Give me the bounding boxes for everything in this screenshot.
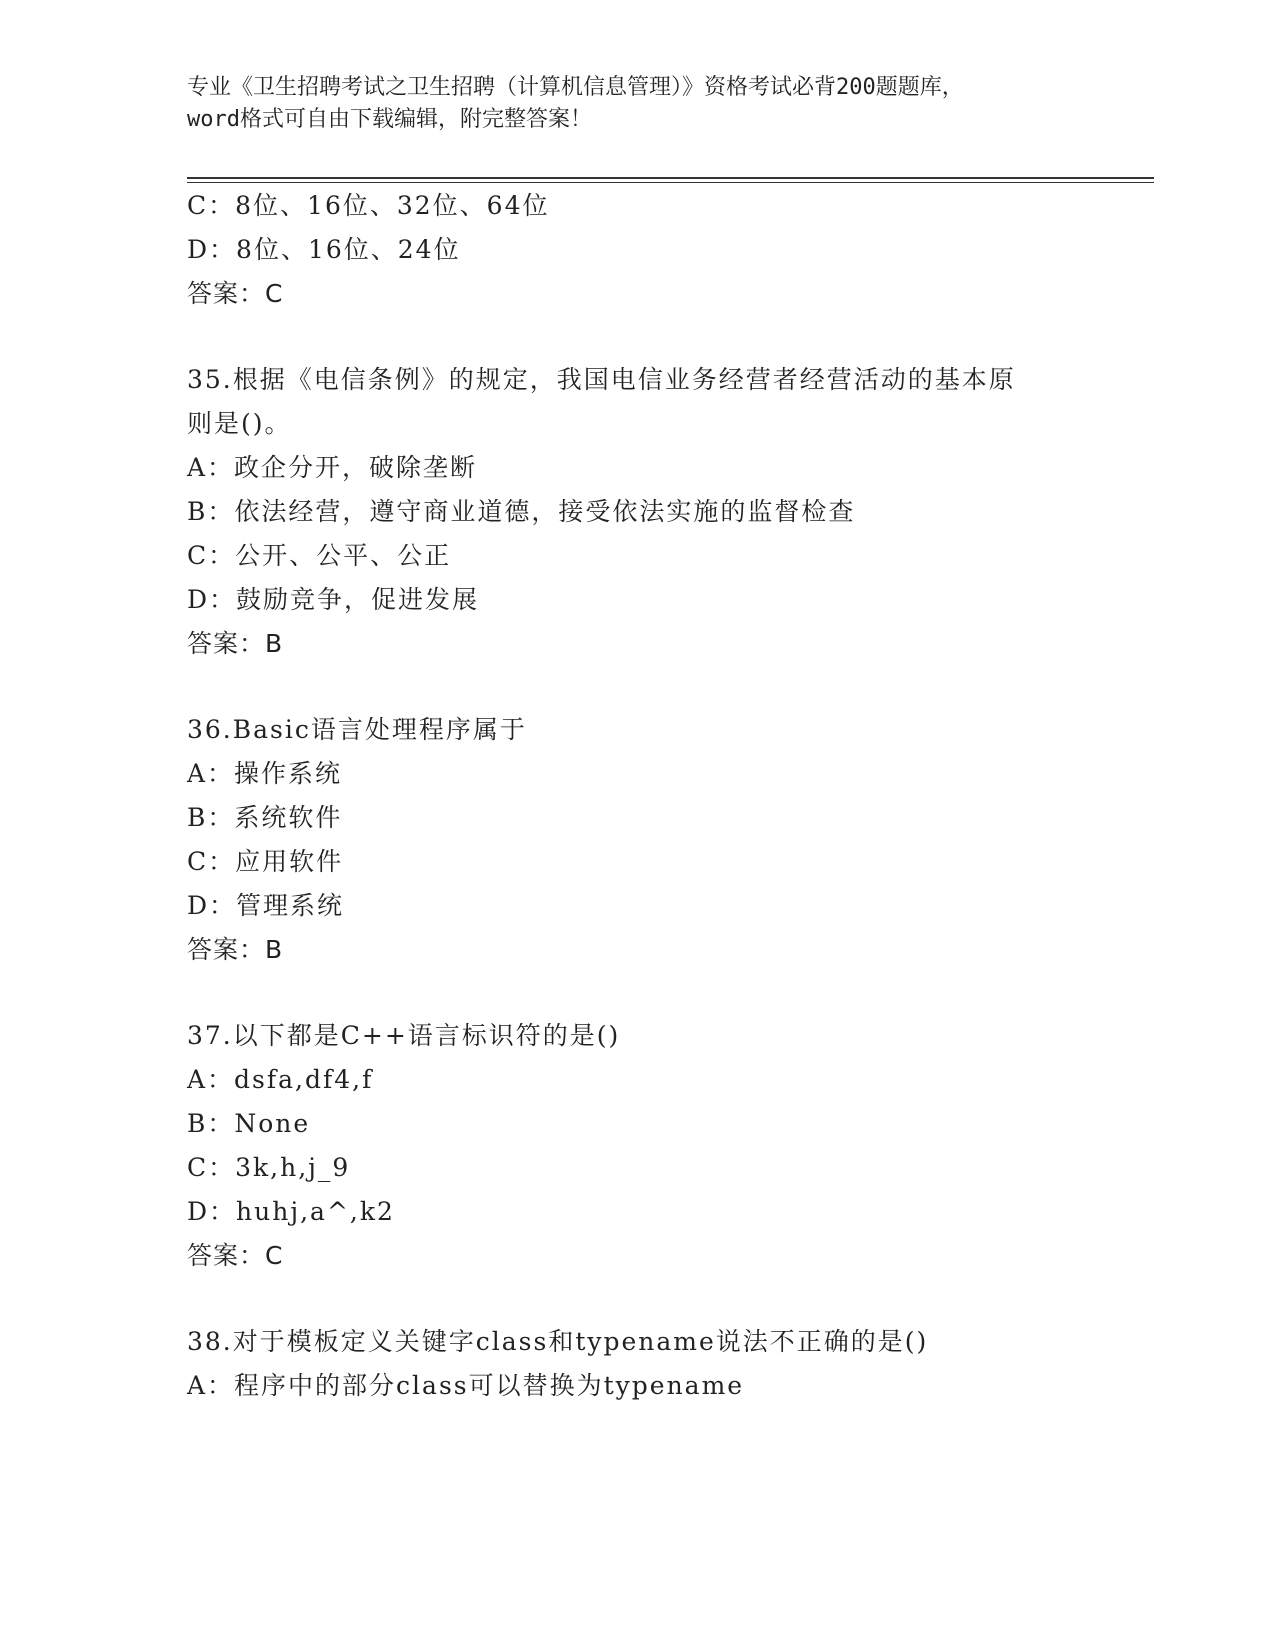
- header-line-2: word格式可自由下载编辑，附完整答案！: [187, 107, 592, 132]
- question-36-answer: 答案：B: [187, 935, 284, 964]
- header-line-1: 专业《卫生招聘考试之卫生招聘（计算机信息管理）》资格考试必背200题题库，: [187, 75, 964, 100]
- option-c: C：8位、16位、32位、64位: [187, 191, 550, 220]
- question-36-option-a: A：操作系统: [187, 759, 343, 788]
- question-35-stem-2: 则是()。: [187, 409, 292, 438]
- question-37-option-a: A：dsfa,df4,f: [187, 1065, 374, 1094]
- question-35-answer: 答案：B: [187, 629, 284, 658]
- question-36-option-d: D：管理系统: [187, 891, 345, 920]
- answer-line: 答案：C: [187, 279, 284, 308]
- question-37-option-c: C：3k,h,j_9: [187, 1153, 351, 1182]
- header-divider-thick: [187, 177, 1154, 179]
- question-37-answer: 答案：C: [187, 1241, 284, 1270]
- question-35-option-b: B：依法经营，遵守商业道德，接受依法实施的监督检查: [187, 497, 856, 526]
- question-37-stem: 37.以下都是C++语言标识符的是(): [187, 1021, 621, 1050]
- question-35-option-d: D：鼓励竞争，促进发展: [187, 585, 480, 614]
- question-37-option-b: B：None: [187, 1109, 311, 1138]
- document-header: [187, 72, 1087, 136]
- option-d: D：8位、16位、24位: [187, 235, 461, 264]
- question-36-option-b: B：系统软件: [187, 803, 343, 832]
- question-38-option-a: A：程序中的部分class可以替换为typename: [187, 1371, 745, 1400]
- question-36-stem: 36.Basic语言处理程序属于: [187, 715, 527, 744]
- question-35-option-a: A：政企分开，破除垄断: [187, 453, 478, 482]
- question-37-option-d: D：huhj,a^,k2: [187, 1197, 395, 1226]
- header-divider-thin: [187, 182, 1154, 183]
- question-36-option-c: C：应用软件: [187, 847, 344, 876]
- question-38-stem: 38.对于模板定义关键字class和typename说法不正确的是(): [187, 1327, 929, 1356]
- question-35-option-c: C：公开、公平、公正: [187, 541, 452, 570]
- question-35-stem-1: 35.根据《电信条例》的规定，我国电信业务经营者经营活动的基本原: [187, 365, 1016, 394]
